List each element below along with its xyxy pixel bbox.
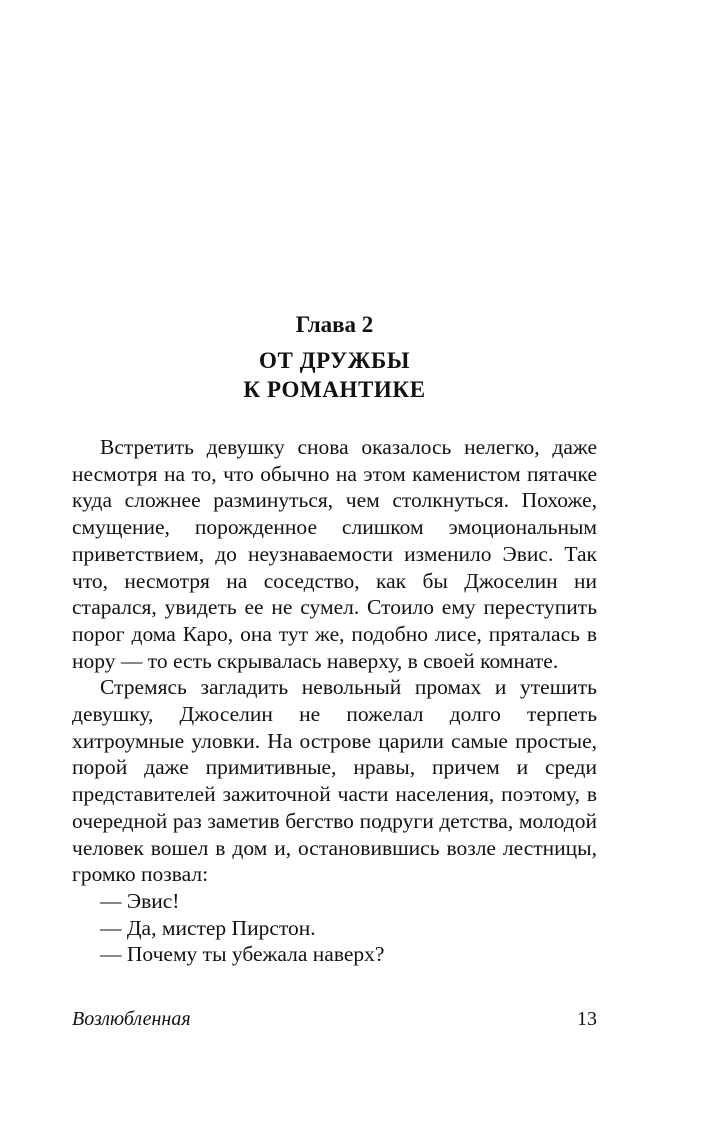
paragraph-1: Встретить девушку снова оказалось нелегко, даже несмотря на то, что обычно на этом каменистом пятачке куда сложнее разминуться, чем столкнуться. Похоже, смущение, порожденное слишком эмоциональным приветствием, до неузнаваемости изменило Эвис. Так что, несмотря на соседство, как бы Джоселин ни старался, увидеть ее не сумел. Стоило ему переступить порог дома Каро, она тут же, подобно лисе, пряталась в нору — то есть скрывалась наверху, в своей комнате.: [72, 435, 597, 673]
chapter-title-line-2: К РОМАНТИКЕ: [243, 377, 426, 402]
chapter-title: [72, 346, 597, 404]
page-number: 13: [577, 1008, 597, 1030]
running-title: Возлюбленная: [72, 1008, 191, 1030]
paragraph-2: Стремясь загладить невольный промах и утешить девушку, Джоселин не пожелал долго терпеть хитроумные уловки. На острове царили самые простые, порой даже примитивные, нравы, причем и среди представителей зажиточной части населения, поэтому, в очередной раз заметив бегство подруги детства, молодой человек вошел в дом и, остановившись возле лестницы, громко позвал:: [72, 675, 597, 887]
chapter-number: Глава 2: [295, 312, 374, 337]
chapter-title-line-1: ОТ ДРУЖБЫ: [258, 348, 411, 373]
dialogue-line-2: — Да, мистер Пирстон.: [100, 915, 316, 940]
dialogue-line-3: — Почему ты убежала наверх?: [100, 942, 385, 967]
dialogue-line-1: — Эвис!: [100, 888, 180, 913]
body-text: [72, 434, 597, 968]
book-page: [72, 0, 597, 1123]
